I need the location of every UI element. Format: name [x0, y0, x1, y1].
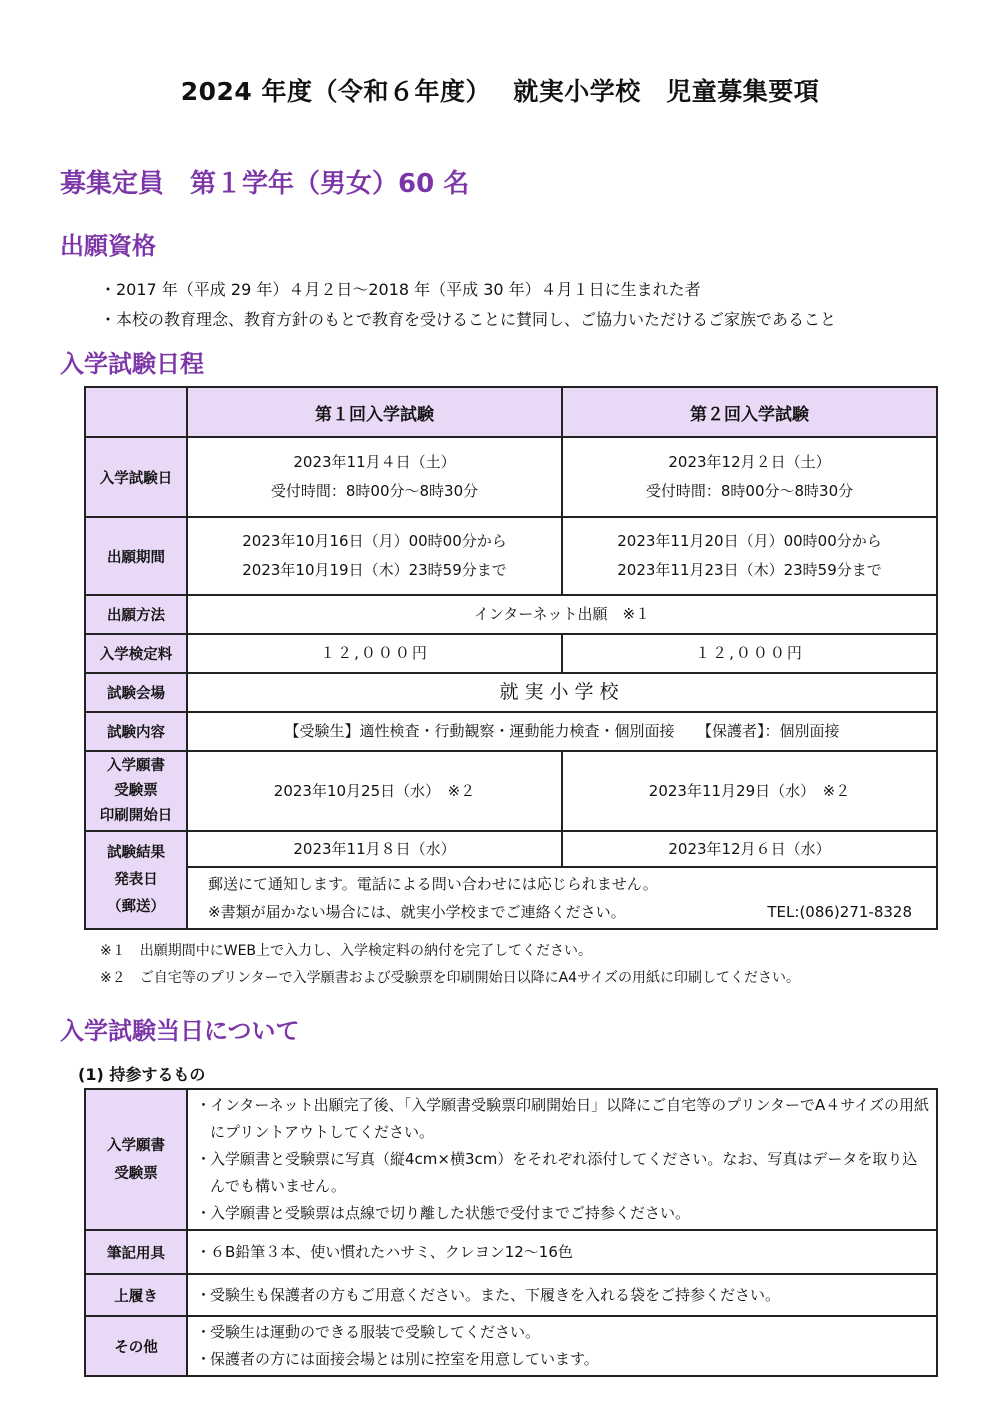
indoor-shoes-details	[187, 1274, 937, 1316]
result-notice-line: 郵送にて通知します。電話による問い合わせには応じられません。	[208, 875, 658, 893]
label-line: 受験票	[114, 782, 158, 799]
writing-tools-details	[187, 1230, 937, 1274]
exam-date-round-2	[562, 437, 937, 517]
row-label-venue: 試験会場	[85, 673, 187, 712]
qualification-item: ・本校の教育理念、教育方針のもとで教育を受けることに賛同し、ご協力いただけるご家族であること	[100, 310, 837, 329]
application-method-value: インターネット出願 ※１	[187, 595, 937, 634]
row-label-application-ticket	[85, 1089, 187, 1230]
period-to: 2023年10月19日（木）23時59分まで	[242, 561, 507, 579]
row-label-application-period: 出願期間	[85, 517, 187, 595]
list-item: ・ インターネット出願完了後、「入学願書受験票印刷開始日」以降にご自宅等のプリンターでA４サイズの用紙にプリントアウトしてください。	[196, 1096, 930, 1141]
application-ticket-details	[187, 1089, 937, 1230]
footnote-2: ※２ ご自宅等のプリンターで入学願書および受験票を印刷開始日以降にA4サイズの用紙に印刷してください。	[100, 970, 800, 986]
exam-fee-round-1: １２,０００円	[187, 634, 562, 673]
print-start-round-1: 2023年10月25日（水） ※２	[187, 751, 562, 831]
label-line: 入学願書	[107, 757, 165, 774]
period-to: 2023年11月23日（木）23時59分まで	[617, 561, 882, 579]
row-label-application-method: 出願方法	[85, 595, 187, 634]
result-date-round-1: 2023年11月８日（水）	[187, 831, 562, 867]
row-label-indoor-shoes: 上履き	[85, 1274, 187, 1316]
reception-time: 受付時間：8時00分〜8時30分	[645, 482, 854, 500]
schedule-table	[84, 386, 938, 930]
document-title: 2024 年度（令和６年度） 就実小学校 児童募集要項	[180, 77, 820, 106]
venue-value: 就実小学校	[187, 673, 937, 712]
application-period-round-1	[187, 517, 562, 595]
footnote-1: ※１ 出願期間中にWEB上で入力し、入学検定料の納付を完了してください。	[100, 943, 593, 959]
items-to-bring-subheading: (1) 持参するもの	[78, 1065, 206, 1084]
result-date-round-2: 2023年12月６日（水）	[562, 831, 937, 867]
items-to-bring-table	[84, 1088, 938, 1377]
label-line: （郵送）	[107, 898, 165, 915]
phone-number: TEL:(086)271-8328	[767, 903, 912, 921]
row-label-exam-date: 入学試験日	[85, 437, 187, 517]
list-item: ・ 受験生も保護者の方もご用意ください。また、下履きを入れる袋をご持参ください。	[196, 1285, 781, 1304]
schedule-heading: 入学試験日程	[60, 350, 204, 378]
qualification-item: ・2017 年（平成 29 年）４月２日〜2018 年（平成 30 年）４月１日に生まれた者	[100, 280, 701, 299]
list-item: ・ 保護者の方には面接会場とは別に控室を用意しています。	[196, 1350, 599, 1368]
column-header-round-1: 第１回入学試験	[187, 387, 562, 437]
list-item: ・ 受験生は運動のできる服装で受験してください。	[196, 1323, 541, 1341]
capacity-heading: 募集定員 第１学年（男女）60 名	[60, 169, 470, 199]
exam-date-round-1	[187, 437, 562, 517]
result-contact-note: ※書類が届かない場合には、就実小学校までご連絡ください。	[208, 903, 626, 921]
label-line: 試験結果	[107, 844, 165, 861]
label-line: 印刷開始日	[99, 807, 173, 824]
other-details	[187, 1316, 937, 1376]
row-label-other: その他	[85, 1316, 187, 1376]
result-contact-line	[208, 898, 912, 926]
exam-date-value: 2023年11月４日（土）	[293, 453, 456, 471]
reception-time: 受付時間：8時00分〜8時30分	[270, 482, 479, 500]
print-start-round-2: 2023年11月29日（水） ※２	[562, 751, 937, 831]
row-label-print-start	[85, 751, 187, 831]
row-label-exam-content: 試験内容	[85, 712, 187, 751]
label-line: 発表日	[114, 871, 158, 888]
schedule-corner-cell	[85, 387, 187, 437]
list-item: ・ 入学願書と受験票は点線で切り離した状態で受付までご持参ください。	[196, 1204, 691, 1222]
label-line: 入学願書	[107, 1137, 165, 1154]
label-line: 受験票	[114, 1165, 158, 1182]
exam-date-value: 2023年12月２日（土）	[668, 453, 831, 471]
exam-fee-round-2: １２,０００円	[562, 634, 937, 673]
row-label-exam-fee: 入学検定料	[85, 634, 187, 673]
column-header-round-2: 第２回入学試験	[562, 387, 937, 437]
result-notice-cell	[187, 867, 937, 929]
row-label-writing-tools: 筆記用具	[85, 1230, 187, 1274]
period-from: 2023年10月16日（月）00時00分から	[242, 532, 507, 550]
row-label-result-date	[85, 831, 187, 929]
list-item: ・ ６B鉛筆３本、使い慣れたハサミ、クレヨン12〜16色	[196, 1242, 573, 1261]
qualification-heading: 出願資格	[60, 232, 156, 260]
exam-content-value: 【受験生】適性検査・行動観察・運動能力検査・個別面接 【保護者】：個別面接	[187, 712, 937, 751]
application-period-round-2	[562, 517, 937, 595]
period-from: 2023年11月20日（月）00時00分から	[617, 532, 882, 550]
list-item: ・ 入学願書と受験票に写真（縦4cm×横3cm）をそれぞれ添付してください。なお、写真はデータを取り込んでも構いません。	[196, 1150, 918, 1195]
exam-day-heading: 入学試験当日について	[60, 1017, 300, 1045]
